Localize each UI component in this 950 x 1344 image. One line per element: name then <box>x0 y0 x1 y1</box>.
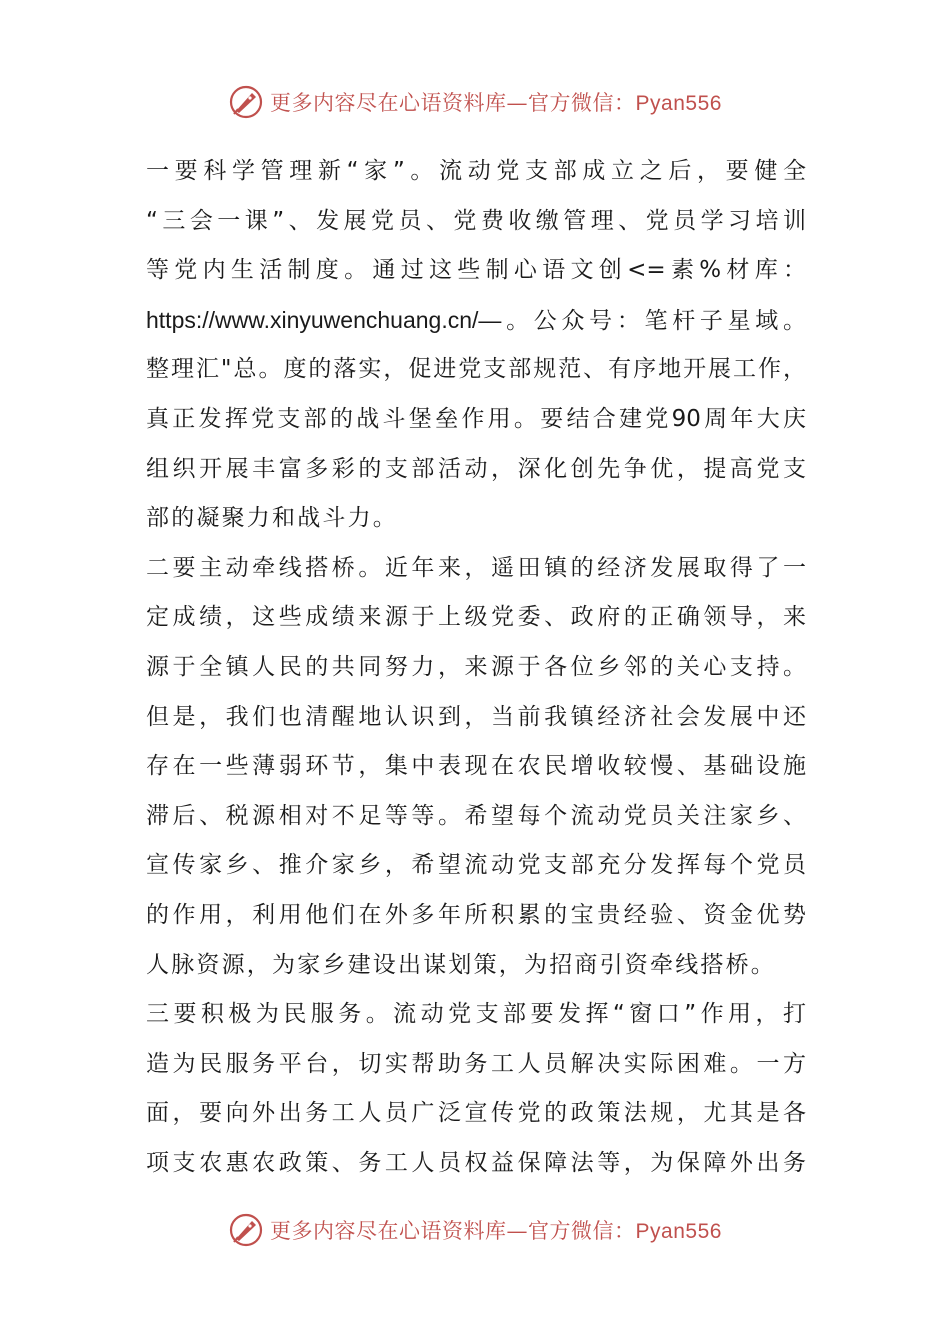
text-line: 一要科学管理新“家”。流动党支部成立之后，要健全 <box>146 158 806 184</box>
text-line: 面，要向外出务工人员广泛宣传党的政策法规，尤其是各 <box>146 1100 806 1127</box>
header-watermark <box>0 80 950 124</box>
text-line: 等党内生活制度。通过这些制心语文创<=素%材库： <box>146 257 806 284</box>
text-line: 源于全镇人民的共同努力，来源于各位乡邻的关心支持。 <box>146 653 806 680</box>
text-line: 组织开展丰富多彩的支部活动，深化创先争优，提高党支 <box>146 455 806 482</box>
pen-nib-logo-icon <box>228 84 264 120</box>
text-line: 造为民服务平台，切实帮助务工人员解决实际困难。一方 <box>146 1050 806 1077</box>
pen-nib-logo-icon <box>228 1212 264 1248</box>
watermark-text: 更多内容尽在心语资料库—官方微信：Pyan556 <box>270 1219 722 1243</box>
text-line: 滞后、税源相对不足等等。希望每个流动党员关注家乡、 <box>146 802 806 829</box>
text-line: 存在一些薄弱环节，集中表现在农民增收较慢、基础设施 <box>146 753 806 780</box>
text-line: 三要积极为民服务。流动党支部要发挥“窗口”作用，打 <box>146 1001 806 1028</box>
text-line: 部的凝聚力和战斗力。 <box>146 505 398 532</box>
watermark-text: 更多内容尽在心语资料库—官方微信：Pyan556 <box>270 91 722 115</box>
text-line: 宣传家乡、推介家乡，希望流动党支部充分发挥每个党员 <box>146 852 806 879</box>
text-line: 项支农惠农政策、务工人员权益保障法等，为保障外出务 <box>146 1149 806 1176</box>
text-line: 真正发挥党支部的战斗堡垒作用。要结合建党90周年大庆 <box>146 405 806 432</box>
text-line: 整理汇"总。度的落实，促进党支部规范、有序地开展工作， <box>146 356 806 383</box>
paragraph-1 <box>146 147 806 544</box>
document-body <box>146 147 806 1188</box>
text-line: 二要主动牵线搭桥。近年来，遥田镇的经济发展取得了一 <box>146 554 806 581</box>
text-line: https://www.xinyuwenchuang.cn/—。公众号：笔杆子星域。 <box>146 306 806 333</box>
text-line: 的作用，利用他们在外多年所积累的宝贵经验、资金优势 <box>146 901 806 928</box>
text-line: “三会一课”、发展党员、党费收缴管理、党员学习培训 <box>146 207 806 234</box>
text-line: 但是，我们也清醒地认识到，当前我镇经济社会发展中还 <box>146 703 806 730</box>
text-line: 定成绩，这些成绩来源于上级党委、政府的正确领导，来 <box>146 604 806 631</box>
text-line: 人脉资源，为家乡建设出谋划策，为招商引资牵线搭桥。 <box>146 951 776 978</box>
footer-watermark <box>0 1208 950 1252</box>
paragraph-3 <box>146 990 806 1188</box>
paragraph-2 <box>146 544 806 990</box>
